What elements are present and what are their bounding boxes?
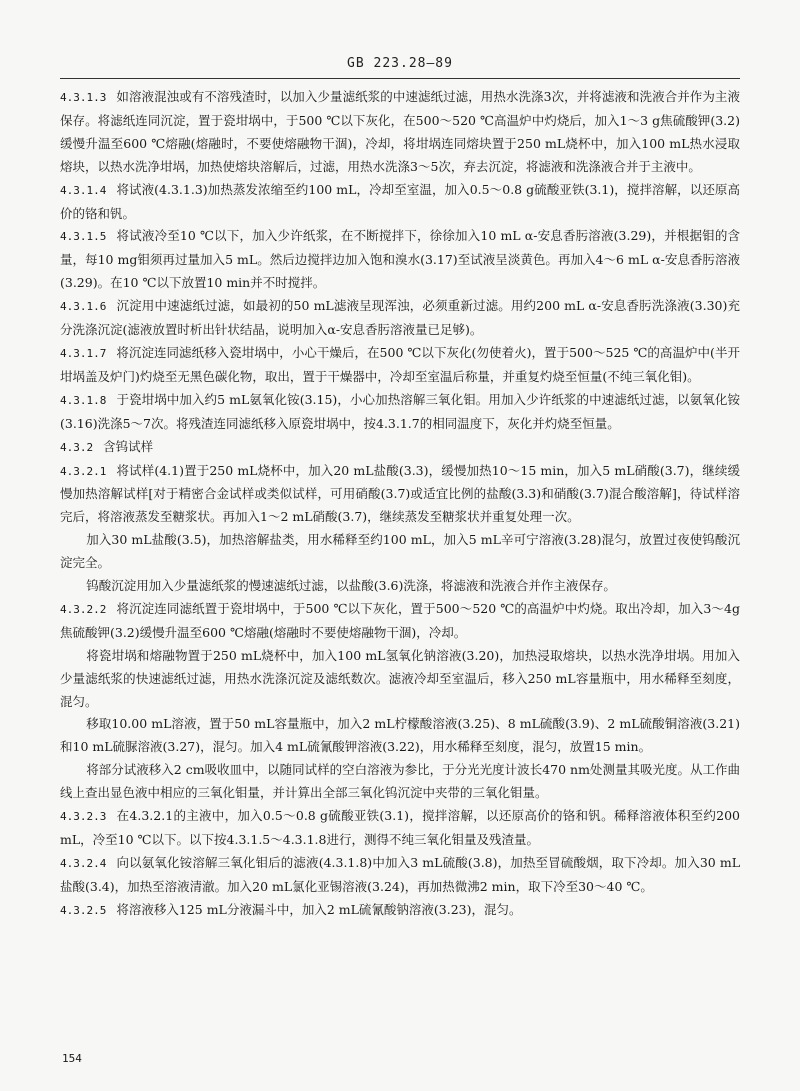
paragraph-text: 向以氨氧化铵溶解三氧化钼后的滤液(4.3.1.8)中加入3 mL硫酸(3.8)，加热至冒硫酸烟，取下冷却。加入30 mL盐酸(3.4)，加热至溶液清澈。加入20 mL氯化亚锡溶液(3.24)，再加热微沸2 min，取下冷至30～40 ℃。	[60, 854, 740, 894]
clause-number: 4.3.2.5	[60, 903, 107, 917]
paragraph	[60, 899, 740, 923]
standard-code-header: GB 223.28—89	[347, 56, 453, 71]
paragraph	[60, 713, 740, 759]
clause-number: 4.3.1.3	[60, 91, 107, 104]
paragraph-text: 将试液(4.3.1.3)加热蒸发浓缩至约100 mL，冷却至室温，加入0.5～0.8 g硫酸亚铁(3.1)，搅拌溶解，以还原高价的铬和钒。	[60, 181, 740, 221]
paragraph	[60, 529, 740, 575]
clause-number: 4.3.1.4	[60, 183, 107, 197]
section-heading	[60, 436, 740, 460]
paragraph-text: 如溶液混浊或有不溶残渣时，以加入少量滤纸浆的中速滤纸过滤，用热水洗涤3次，并将滤液和洗液合并作为主液保存。将滤纸连同沉淀，置于瓷坩埚中，于500 ℃以下灰化，在500～520 ℃高温炉中灼烧后，加入1～3 g焦硫酸钾(3.2)缓慢升温至600 ℃熔融(熔融时，不要使熔融物干涸)，冷却，将坩埚连同熔块置于250 mL烧杯中，加入100 mL热水浸取熔块，以热水洗净坩埚，加热使熔块溶解后，过滤，用热水洗涤3～5次，弃去沉淀，将滤液和洗涤液合并于主液中。	[60, 89, 740, 174]
paragraph-text: 将沉淀连同滤纸移入瓷坩埚中，小心干燥后，在500 ℃以下灰化(勿使着火)，置于500～525 ℃的高温炉中(半开坩埚盖及炉门)灼烧至无黑色碳化物，取出，置于干燥器中，冷却至室温后称量，并重复灼烧至恒量(不纯三氧化钼)。	[60, 344, 740, 384]
paragraph	[60, 852, 740, 899]
clause-number: 4.3.2.1	[60, 464, 107, 478]
paragraph	[60, 179, 740, 226]
paragraph-text: 于瓷坩埚中加入约5 mL氨氧化铵(3.15)，小心加热溶解三氧化钼。用加入少许纸浆的中速滤纸过滤，以氨氧化铵(3.16)洗涤5～7次。将残渣连同滤纸移入原瓷坩埚中，按4.3.1.7的相同温度下，灰化并灼烧至恒量。	[60, 391, 740, 431]
document-body	[60, 86, 740, 923]
paragraph	[60, 342, 740, 389]
page-number: 154	[62, 1052, 82, 1065]
clause-number: 4.3.1.5	[60, 230, 107, 244]
paragraph-text: 在4.3.2.1的主液中，加入0.5～0.8 g硫酸亚铁(3.1)，搅拌溶解，以还原高价的铬和钒。稀释溶液体积至约200 mL，冷至10 ℃以下。以下按4.3.1.5～4.3.1.8进行，测得不纯三氧化钼量及残渣量。	[60, 808, 740, 847]
clause-number: 4.3.1.7	[60, 346, 107, 360]
clause-number: 4.3.2.2	[60, 602, 107, 616]
paragraph-text: 将试样(4.1)置于250 mL烧杯中，加入20 mL盐酸(3.3)，缓慢加热10～15 min，加入5 mL硝酸(3.7)，继续缓慢加热溶解试样[对于精密合金试样或类似试样，可用硝酸(3.7)或适宜比例的盐酸(3.3)和硝酸(3.7)混合酸溶解]，待试样溶完后，将溶液蒸发至糖浆状。再加入1～2 mL硝酸(3.7)，继续蒸发至糖浆状并重复处理一次。	[60, 462, 740, 525]
paragraph-text: 将沉淀连同滤纸置于瓷坩埚中，于500 ℃以下灰化，置于500～520 ℃的高温炉中灼烧。取出冷却，加入3～4g焦硫酸钾(3.2)缓慢升温至600 ℃熔融(熔融时不要使熔融物干涸)，冷却。	[60, 600, 740, 640]
paragraph	[60, 460, 740, 530]
paragraph	[60, 805, 740, 852]
clause-number: 4.3.1.6	[60, 300, 107, 314]
clause-number: 4.3.2.4	[60, 856, 107, 870]
paragraph-text: 将瓷坩埚和熔融物置于250 mL烧杯中，加入100 mL氢氧化钠溶液(3.20)，加热浸取熔块，以热水洗净坩埚。用加入少量滤纸浆的快速滤纸过滤，用热水洗涤沉淀及滤纸数次。滤液冷却至室温后，移入250 mL容量瓶中，用水稀释至刻度，混匀。	[60, 647, 740, 709]
clause-number: 4.3.2	[60, 440, 94, 454]
paragraph-text: 将部分试液移入2 cm吸收皿中，以随同试样的空白溶液为参比，于分光光度计波长470 nm处测量其吸光度。从工作曲线上查出显色液中相应的三氧化钼量，并计算出全部三氧化钨沉淀中夹带的三氧化钼量。	[60, 762, 740, 801]
paragraph-text: 沉淀用中速滤纸过滤，如最初的50 mL滤液呈现浑浊，必须重新过滤。用约200 mL α-安息香肟洗涤液(3.30)充分洗涤沉淀(滤液放置时析出针状结晶，说明加入α-安息香肟溶液量已足够)。	[60, 298, 740, 338]
paragraph	[60, 295, 740, 342]
paragraph	[60, 645, 740, 714]
paragraph-text: 钨酸沉淀用加入少量滤纸浆的慢速滤纸过滤，以盐酸(3.6)洗涤，将滤液和洗液合并作主液保存。	[86, 578, 616, 594]
paragraph	[60, 759, 740, 805]
header-rule	[60, 78, 740, 79]
paragraph	[60, 225, 740, 295]
paragraph	[60, 598, 740, 645]
paragraph-text: 将溶液移入125 mL分液漏斗中，加入2 mL硫氰酸钠溶液(3.23)，混匀。	[116, 901, 522, 917]
paragraph	[60, 389, 740, 436]
section-title: 含钨试样	[103, 438, 154, 454]
paragraph-text: 移取10.00 mL溶液，置于50 mL容量瓶中，加入2 mL柠檬酸溶液(3.25)、8 mL硫酸(3.9)、2 mL硫酸铜溶液(3.21)和10 mL硫脲溶液(3.27)，混匀。加入4 mL硫氰酸钾溶液(3.22)，用水稀释至刻度，混匀，放置15 min。	[60, 716, 740, 755]
paragraph	[60, 575, 740, 598]
paragraph-text: 将试液冷至10 ℃以下，加入少许纸浆，在不断搅拌下，徐徐加入10 mL α-安息香肟溶液(3.29)，并根据钼的含量，每10 mg钼须再过量加入5 mL。然后边搅拌边加入饱和溴水(3.17)至试液呈淡黄色。再加入4～6 mL α-安息香肟溶液(3.29)。在10 ℃以下放置10 min并不时搅拌。	[60, 228, 740, 291]
paragraph-text: 加入30 mL盐酸(3.5)，加热溶解盐类，用水稀释至约100 mL，加入5 mL辛可宁溶液(3.28)混匀，放置过夜使钨酸沉淀完全。	[60, 532, 740, 571]
paragraph	[60, 86, 740, 179]
clause-number: 4.3.1.8	[60, 393, 107, 407]
clause-number: 4.3.2.3	[60, 810, 107, 824]
